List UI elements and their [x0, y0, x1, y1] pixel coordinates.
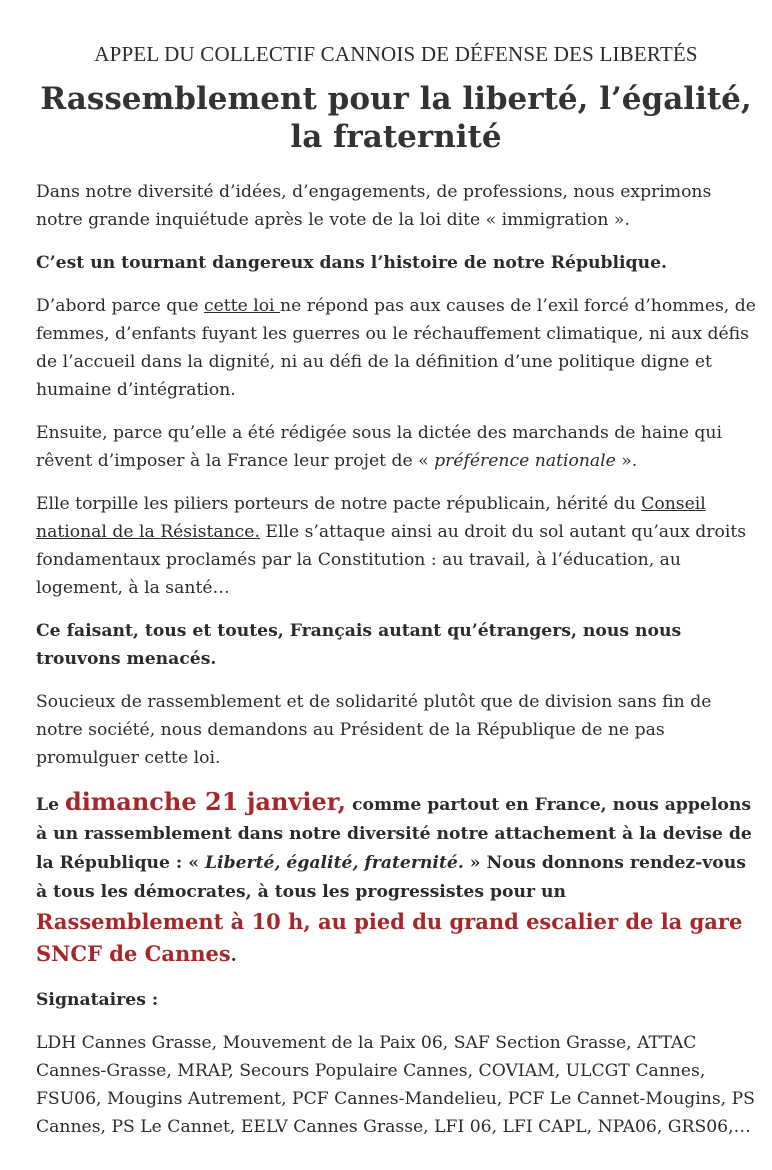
- paragraph-intro: Dans notre diversité d’idées, d’engagements, de professions, nous exprimons notre grande inquiétude après le vote de la loi dite « immigration ».: [36, 182, 712, 230]
- paragraph-request: Soucieux de rassemblement et de solidarité plutôt que de division sans fin de notre société, nous demandons au Président de la République de ne pas promulguer cette loi.: [36, 692, 712, 768]
- text-segment: Elle torpille les piliers porteurs de notre pacte républicain, hérité du: [36, 494, 642, 514]
- paragraph-pillars: [36, 490, 756, 602]
- link-cette-loi[interactable]: cette loi: [203, 296, 281, 316]
- motto: Liberté, égalité, fraternité.: [204, 853, 464, 873]
- text-segment: Ensuite, parce qu’elle a été rédigée sous la dictée des marchands de haine qui rêvent d’imposer à la France leur projet de «: [36, 423, 722, 471]
- text-segment: comme partout en France, nous appelons à un rassemblement dans notre diversité notre attachement à la devise de la République : «: [36, 795, 752, 873]
- paragraph-turning-point: C’est un tournant dangereux dans l’histoire de notre République.: [36, 253, 667, 273]
- paragraph-second-reason: [36, 419, 756, 475]
- text-segment: ne répond pas aux causes de l’exil forcé d’hommes, de femmes, d’enfants fuyant les guerres ou le réchauffement climatique, ni aux défis de l’accueil dans la dignité, ni au défi de la définition d’une politique digne et humaine d’intégration.: [36, 296, 756, 400]
- signatories-list: LDH Cannes Grasse, Mouvement de la Paix 06, SAF Section Grasse, ATTAC Cannes-Grasse, MRAP, Secours Populaire Cannes, COVIAM, ULCGT Cannes, FSU06, Mougins Autrement, PCF Cannes-Mandelieu, PCF Le Cannet-Mougins, PS Cannes, PS Le Cannet, EELV Cannes Grasse, LFI 06, LFI CAPL, NPA06, GRS06,…: [36, 1033, 755, 1137]
- signatories-label: Signataires :: [36, 990, 159, 1010]
- italic-phrase: préférence nationale: [434, 451, 616, 471]
- text-segment: .: [230, 946, 237, 966]
- paragraph-first-reason: [36, 292, 756, 404]
- link-conseil-national-resistance[interactable]: Conseil national de la Résistance.: [36, 494, 706, 542]
- article-title: Rassemblement pour la liberté, l’égalité, la fraternité: [40, 81, 752, 155]
- rally-location: Rassemblement à 10 h, au pied du grand escalier de la gare SNCF de Cannes: [36, 909, 743, 966]
- text-segment: Le: [36, 795, 66, 815]
- callout-rally: [36, 787, 756, 971]
- paragraph-threatened: Ce faisant, tous et toutes, Français autant qu’étrangers, nous nous trouvons menacés.: [36, 621, 682, 669]
- rally-date: dimanche 21 janvier,: [65, 787, 347, 816]
- text-segment: Elle s’attaque ainsi au droit du sol autant qu’aux droits fondamentaux proclamés par la Constitution : au travail, à l’éducation, au logement, à la santé…: [36, 522, 747, 598]
- text-segment: D’abord parce que: [36, 296, 204, 316]
- text-segment: ».: [615, 451, 638, 471]
- article-kicker: APPEL DU COLLECTIF CANNOIS DE DÉFENSE DES LIBERTÉS: [94, 42, 698, 66]
- text-segment: » Nous donnons rendez-vous à tous les démocrates, à tous les progressistes pour un: [36, 853, 746, 902]
